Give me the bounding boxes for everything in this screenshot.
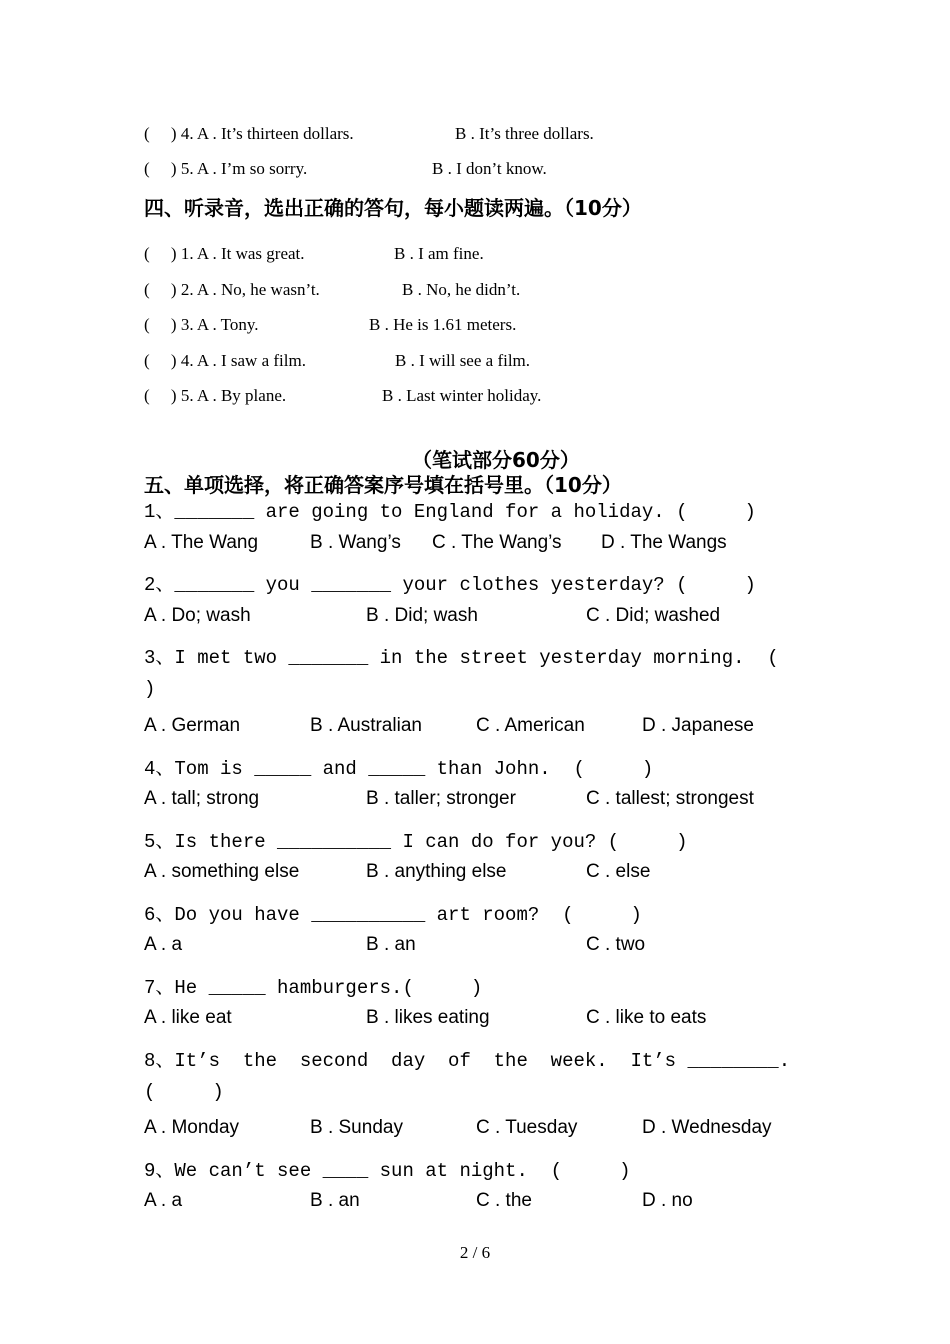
option-d: D . Japanese <box>642 715 754 736</box>
item-choice-a: ( ) 1. A . It was great. <box>144 244 305 263</box>
option-b: B . likes eating <box>366 1007 490 1028</box>
option-c: C . Did; washed <box>586 605 721 626</box>
item-choice-a: ( ) 4. A . It’s thirteen dollars. <box>144 124 354 143</box>
item-choice-b: B . I don’t know. <box>432 159 547 178</box>
option-b: B . Australian <box>310 715 422 736</box>
item-choice-b: B . I will see a film. <box>395 351 531 370</box>
question-text: 9、We can’t see ____ sun at night. ( ) <box>144 1160 631 1182</box>
option-b: B . anything else <box>366 861 507 882</box>
question-text: 8、It’s the second day of the week. It’s ________. <box>144 1050 791 1072</box>
item-choice-b: B . It’s three dollars. <box>455 124 594 143</box>
option-a: A . Monday <box>144 1117 240 1138</box>
option-a: A . The Wang <box>144 532 259 553</box>
option-a: A . a <box>144 1190 183 1211</box>
item-choice-b: B . He is 1.61 meters. <box>369 315 517 334</box>
option-a: A . tall; strong <box>144 788 260 809</box>
option-c: C . else <box>586 861 651 882</box>
question-text: 2、_______ you _______ your clothes yesterday? ( ) <box>144 574 756 596</box>
option-c: C . American <box>476 715 585 736</box>
option-c: C . tallest; strongest <box>586 788 754 809</box>
option-b: B . an <box>366 934 416 955</box>
question-text: 3、I met two _______ in the street yesterday morning. ( <box>144 647 779 669</box>
option-b: B . Sunday <box>310 1117 403 1138</box>
option-c: C . The Wang’s <box>432 532 562 553</box>
question-text-cont: ) <box>144 678 156 700</box>
item-choice-a: ( ) 5. A . I’m so sorry. <box>144 159 308 178</box>
item-choice-a: ( ) 4. A . I saw a film. <box>144 351 306 370</box>
item-choice-b: B . I am fine. <box>394 244 484 263</box>
option-c: C . Tuesday <box>476 1117 578 1138</box>
option-b: B . an <box>310 1190 360 1211</box>
item-choice-b: B . Last winter holiday. <box>382 386 542 405</box>
question-text: 5、Is there __________ I can do for you? ( ) <box>144 831 688 853</box>
question-text: 6、Do you have __________ art room? ( ) <box>144 904 642 926</box>
item-choice-b: B . No, he didn’t. <box>402 280 521 299</box>
option-c: C . two <box>586 934 646 955</box>
question-text: 4、Tom is _____ and _____ than John. ( ) <box>144 758 654 780</box>
section5-heading: 五、单项选择，将正确答案序号填在括号里。（10分） <box>144 473 622 497</box>
item-choice-a: ( ) 2. A . No, he wasn’t. <box>144 280 320 299</box>
question-text-cont: ( ) <box>144 1081 224 1103</box>
option-a: A . a <box>144 934 183 955</box>
question-text: 7、He _____ hamburgers.( ) <box>144 977 483 999</box>
question-text: 1、_______ are going to England for a holiday. ( ) <box>144 501 756 523</box>
page-number: 2 / 6 <box>459 1243 491 1262</box>
option-a: A . Do; wash <box>144 605 251 626</box>
option-a: A . something else <box>144 861 300 882</box>
option-d: D . The Wangs <box>601 532 727 553</box>
written-part-title: （笔试部分60分） <box>412 448 580 472</box>
option-a: A . like eat <box>144 1007 232 1028</box>
item-choice-a: ( ) 3. A . Tony. <box>144 315 259 334</box>
option-a: A . German <box>144 715 241 736</box>
option-c: C . like to eats <box>586 1007 707 1028</box>
option-b: B . Did; wash <box>366 605 478 626</box>
section4-heading: 四、听录音，选出正确的答句，每小题读两遍。（10分） <box>144 196 642 220</box>
item-choice-a: ( ) 5. A . By plane. <box>144 386 287 405</box>
option-b: B . Wang’s <box>310 532 401 553</box>
option-d: D . Wednesday <box>642 1117 772 1138</box>
option-b: B . taller; stronger <box>366 788 516 809</box>
option-d: D . no <box>642 1190 693 1211</box>
option-c: C . the <box>476 1190 532 1211</box>
